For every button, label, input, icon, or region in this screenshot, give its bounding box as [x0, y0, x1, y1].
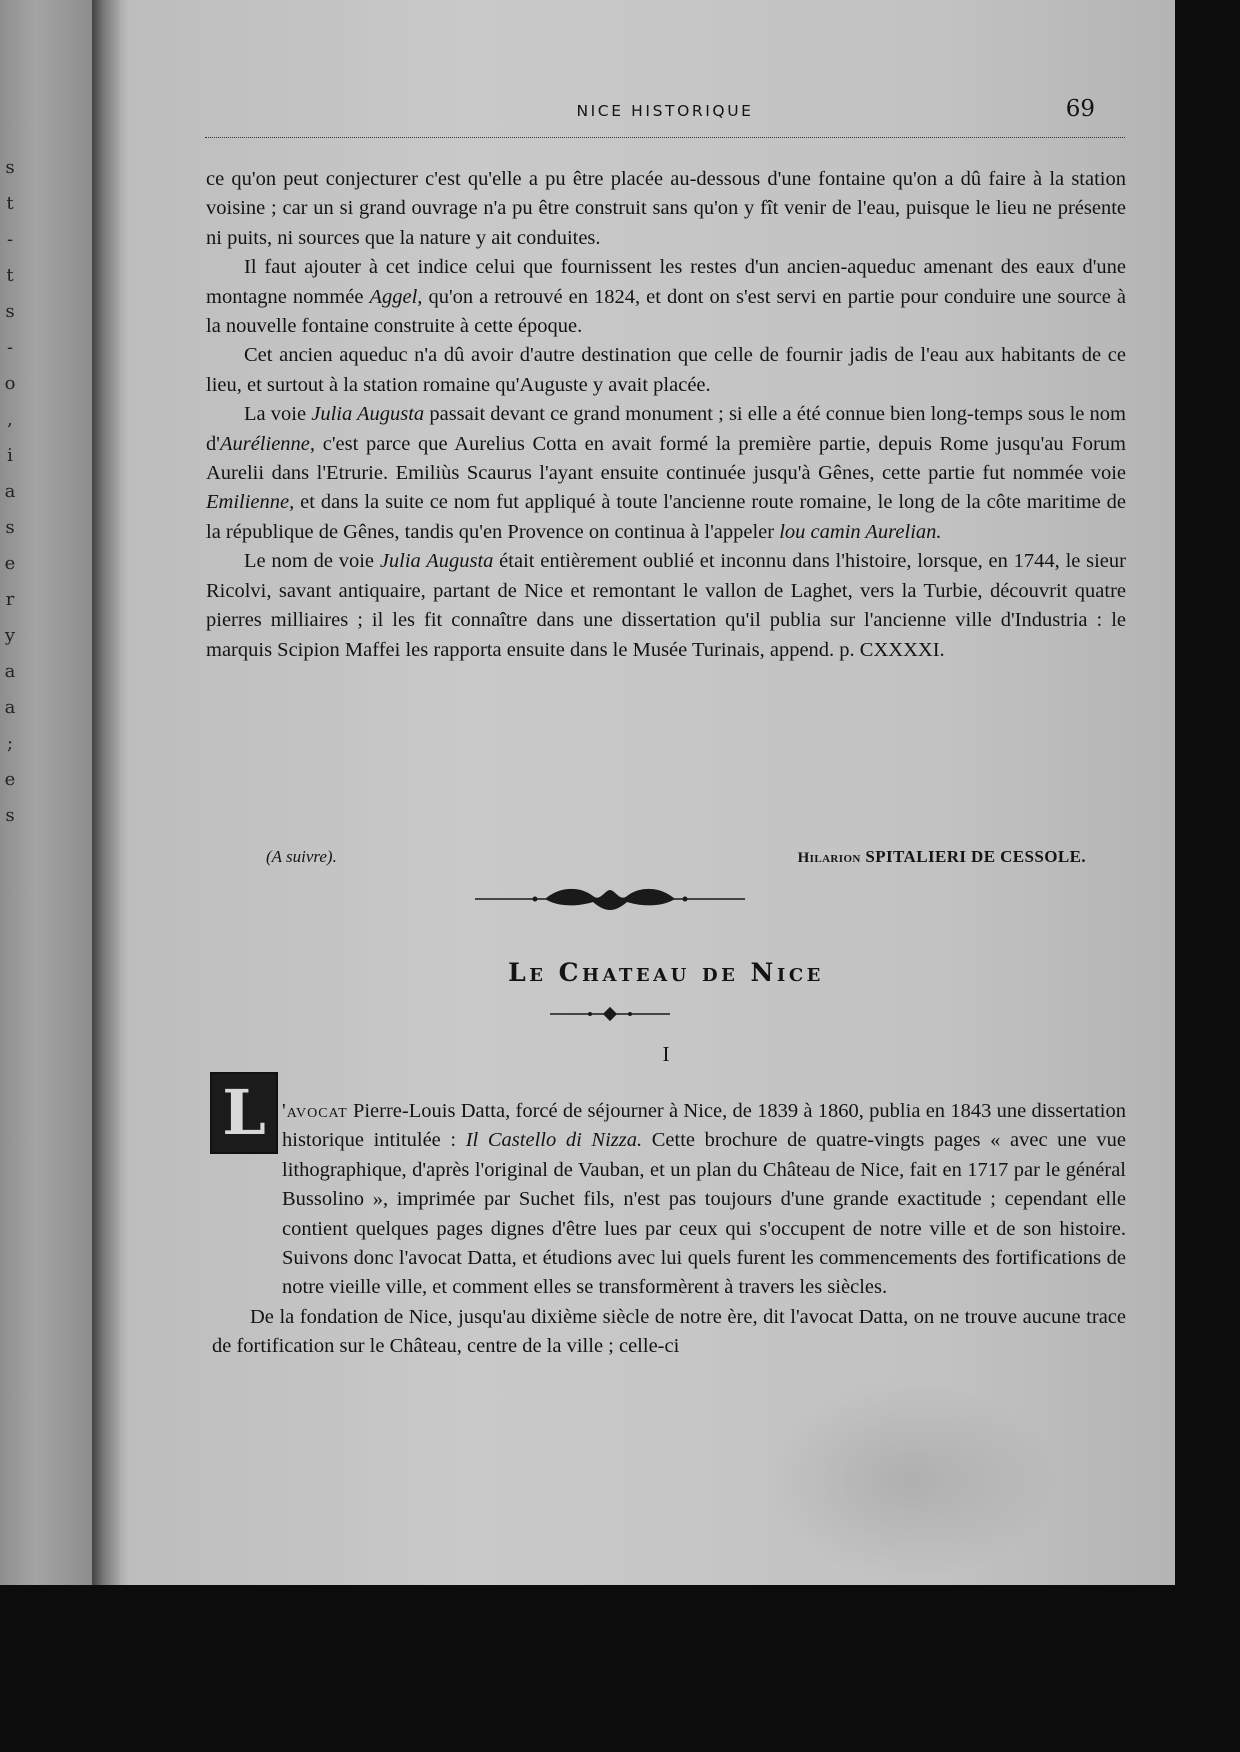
chateau-article-text: [212, 1097, 1126, 1362]
paragraph-datta: 'avocat Pierre-Louis Datta, forcé de séjourner à Nice, de 1839 à 1860, publia en 1843 une dissertation historique intitulée : Il Castello di Nizza. Cette brochure de quatre-vingts pages « avec une vue lithographique, d'après l'original de Vauban, et un plan du Château de Nice, fait en 1717 par le général Bussolino », imprimée par Suchet fils, n'est pas toujours d'une grande exactitude ; cependant elle contient quelques pages dignes d'être lues par ceux qui s'occupent de notre ville et de son histoire. Suivons donc l'avocat Datta, et étudions avec lui quels furent les commencements des fortifications de notre vieille ville, et comment elles se transformèrent à travers les siècles.: [282, 1100, 1126, 1299]
margin-letter: s: [5, 517, 15, 538]
margin-letter: i: [7, 445, 13, 466]
margin-letter: a: [4, 697, 16, 718]
article-continuation: [206, 165, 1126, 665]
paragraph-via-julia: La voie Julia Augusta passait devant ce grand monument ; si elle a été connue bien long-temps sous le nom d'Aurélienne, c'est parce que Aurelius Cotta en avait formé la première partie, depuis Rome jusqu'au Forum Aurelii dans l'Etrurie. Emiliùs Scaurus l'ayant ensuite continuée jusqu'à Gênes, cette partie fut nommée voie Emilienne, et dans la suite ce nom fut appliqué à toute l'ancienne route romaine, le long de la côte maritime de la république de Gênes, tandis qu'en Provence on continua à l'appeler lou camin Aurelian.: [206, 403, 1126, 543]
paragraph-aqueduct: Il faut ajouter à cet indice celui que fournissent les restes d'un ancien-aqueduc amenant des eaux d'une montagne nommée Aggel, qu'on a retrouvé en 1824, et dont on s'est servi en partie pour conduire une source à la nouvelle fontaine construite à cette époque.: [206, 256, 1126, 338]
section-title: Le Chateau de Nice: [508, 958, 824, 987]
section-number: I: [662, 1042, 670, 1066]
margin-letter: e: [4, 553, 16, 574]
ornamental-divider: [475, 884, 745, 914]
margin-letter: -: [6, 229, 14, 250]
margin-letter: r: [5, 589, 15, 610]
decorated-initial-letter: L: [222, 1076, 266, 1149]
to-be-continued-note: (A suivre).: [266, 847, 337, 866]
margin-letter: ,: [7, 409, 13, 430]
margin-letter: s: [5, 805, 15, 826]
margin-letter: s: [5, 157, 15, 178]
author-signature: [798, 847, 1086, 867]
running-head-rule: [205, 137, 1125, 138]
margin-letter: t: [6, 193, 14, 214]
book-spine-shadow: [92, 0, 120, 1585]
first-word: 'avocat: [282, 1100, 348, 1122]
signature-line: [206, 847, 1126, 875]
paragraph-foundation: De la fondation de Nice, jusqu'au dixième siècle de notre ère, dit l'avocat Datta, on ne trouve aucune trace de fortification sur le Château, centre de la ville ; celle-ci: [212, 1305, 1126, 1358]
paragraph-aqueduct-destination: Cet ancien aqueduc n'a dû avoir d'autre destination que celle de fournir jadis de l'eau aux habitants de ce lieu, et surtout à la station romaine qu'Auguste y avait placée.: [206, 344, 1126, 396]
author-last-name: SPITALIERI DE CESSOLE.: [865, 847, 1086, 866]
margin-letter: a: [4, 661, 16, 682]
margin-letter: -: [6, 337, 14, 358]
margin-letter: ;: [6, 733, 14, 754]
page-number: 69: [1065, 96, 1095, 122]
margin-letter: o: [4, 373, 16, 394]
running-head: [205, 96, 1125, 136]
margin-letter: y: [4, 625, 16, 646]
margin-letter: e: [4, 769, 16, 790]
small-ornamental-rule: [550, 1006, 670, 1022]
paragraph-ricolvi: Le nom de voie Julia Augusta était entièrement oublié et inconnu dans l'histoire, lorsque, en 1744, le sieur Ricolvi, savant antiquaire, partant de Nice et remontant le vallon de Laghet, vers la Turbie, découvrit quatre pierres milliaires ; il les fit connaître dans une dissertation qu'il publia sur l'ancienne ville d'Industria : le marquis Scipion Maffei les rapporta ensuite dans le Musée Turinais, append. p. CXXXXI.: [206, 550, 1126, 661]
book-page: [120, 0, 1175, 1585]
scan-smudge: [760, 1380, 1060, 1580]
margin-letter: s: [5, 301, 15, 322]
running-head-title: NICE HISTORIQUE: [576, 102, 754, 120]
author-first-name: Hilarion: [797, 850, 861, 866]
paragraph-fountain: ce qu'on peut conjecturer c'est qu'elle a pu être placée au-dessous d'une fontaine qu'on a dû faire à la station voisine ; car un si grand ouvrage n'a pu être construit sans qu'on y fît venir de l'eau, puisque le lieu ne présente ni puits, ni sources que la nature y ait conduites.: [206, 168, 1126, 249]
margin-letter: a: [4, 481, 16, 502]
margin-letter: t: [6, 265, 14, 286]
facing-page-margin-letters: [0, 150, 20, 850]
